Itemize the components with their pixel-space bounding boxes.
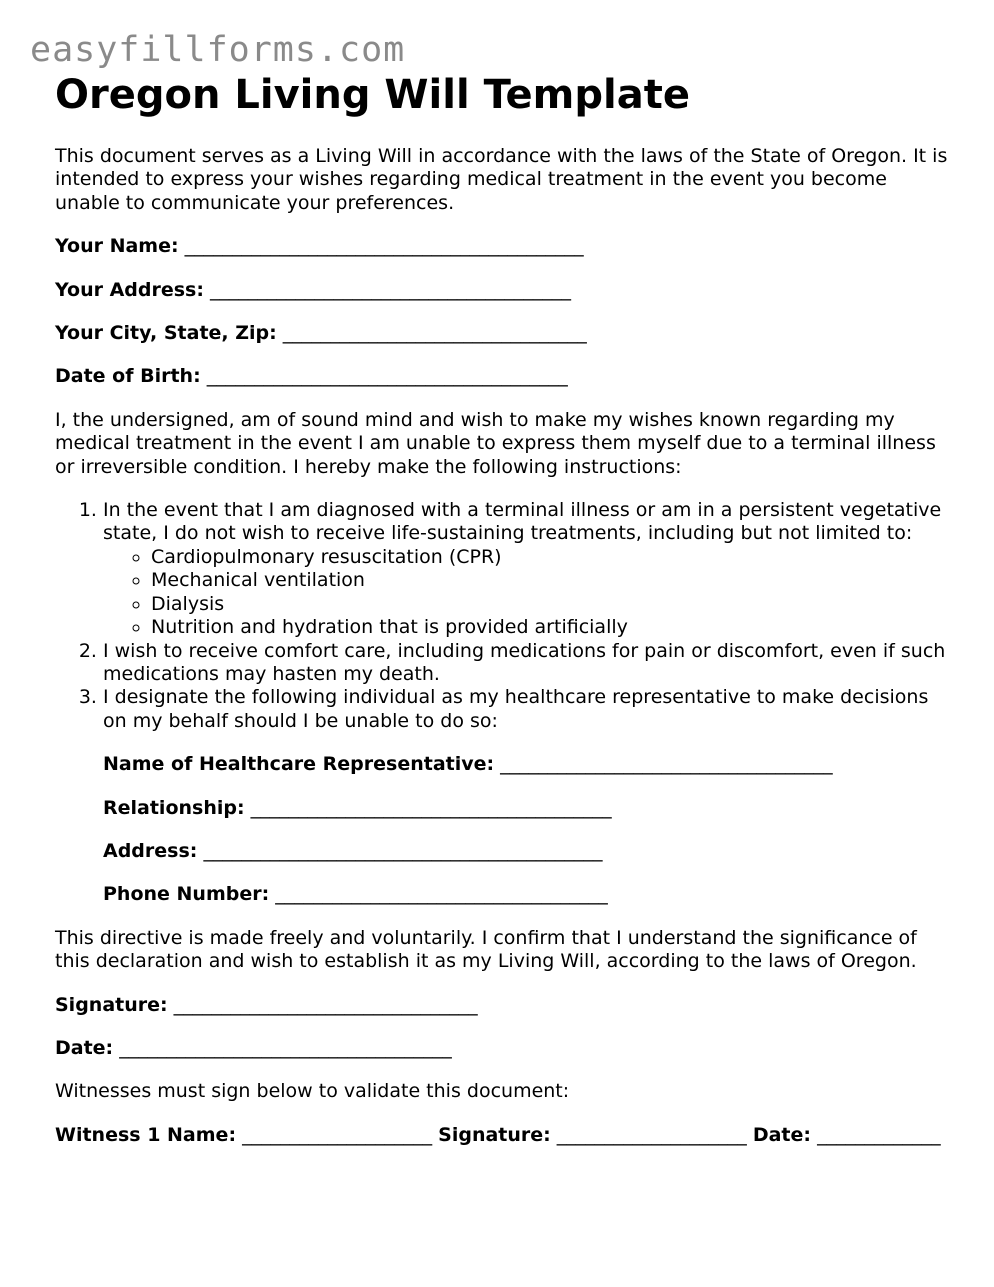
- city-state-zip-blank[interactable]: ________________________________: [282, 322, 587, 345]
- date-field[interactable]: [55, 1037, 950, 1060]
- instruction-3-text: I designate the following individual as my healthcare representative to make decisions on my behalf should I be unable to do so:: [103, 686, 929, 732]
- date-of-birth-blank[interactable]: ______________________________________: [206, 365, 568, 388]
- instruction-2-text: I wish to receive comfort care, including medications for pain or discomfort, even if such medications may hasten my death.: [103, 639, 946, 685]
- witness-1-signature-blank[interactable]: ____________________: [556, 1123, 747, 1146]
- signature-blank[interactable]: ________________________________: [173, 993, 478, 1016]
- address-field[interactable]: [55, 279, 950, 302]
- city-state-zip-field[interactable]: [55, 322, 950, 345]
- witness-1-name-blank[interactable]: ____________________: [242, 1123, 433, 1146]
- date-of-birth-label: Date of Birth:: [55, 365, 201, 388]
- witness-1-name-label: Witness 1 Name:: [55, 1123, 237, 1146]
- representative-name-label: Name of Healthcare Representative:: [103, 753, 495, 776]
- declaration-paragraph: I, the undersigned, am of sound mind and wish to make my wishes known regarding my medical treatment in the event I am unable to express them myself due to a terminal illness or irreversible condition. I hereby make the following instructions:: [55, 408, 936, 478]
- phone-number-blank[interactable]: ___________________________________: [275, 883, 608, 906]
- instruction-item-1: [103, 499, 950, 639]
- intro-paragraph: This document serves as a Living Will in accordance with the laws of the State of Oregon. It is intended to express your wishes regarding medical treatment in the event you become unable to communicate your preferences.: [55, 145, 948, 214]
- date-of-birth-field[interactable]: [55, 365, 950, 388]
- signature-label: Signature:: [55, 993, 168, 1016]
- representative-address-blank[interactable]: __________________________________________: [203, 839, 603, 862]
- witness-note: Witnesses must sign below to validate this document:: [55, 1080, 570, 1103]
- witness-1-signature-label: Signature:: [438, 1123, 551, 1146]
- treatment-item: ◦ Cardiopulmonary resuscitation (CPR): [151, 546, 950, 569]
- date-label: Date:: [55, 1036, 114, 1059]
- relationship-label: Relationship:: [103, 796, 245, 819]
- representative-name-blank[interactable]: ___________________________________: [500, 753, 833, 776]
- relationship-field[interactable]: [103, 797, 950, 820]
- site-watermark: easyfillforms.com: [30, 30, 406, 70]
- witness-1-row[interactable]: [55, 1124, 950, 1147]
- address-blank[interactable]: ______________________________________: [210, 278, 572, 301]
- instruction-item-3: [103, 686, 950, 906]
- address-label: Your Address:: [55, 278, 204, 301]
- instruction-item-2: [103, 640, 950, 687]
- treatments-list: [103, 546, 950, 640]
- name-field[interactable]: [55, 235, 950, 258]
- name-blank[interactable]: __________________________________________: [184, 235, 584, 258]
- closing-paragraph: This directive is made freely and voluntarily. I confirm that I understand the significance of this declaration and wish to establish it as my Living Will, according to the laws of Oregon.: [55, 926, 917, 973]
- treatment-item: ◦ Nutrition and hydration that is provided artificially: [151, 616, 950, 639]
- signature-field[interactable]: [55, 994, 950, 1017]
- relationship-blank[interactable]: ______________________________________: [250, 796, 612, 819]
- phone-number-field[interactable]: [103, 883, 950, 906]
- representative-name-field[interactable]: [103, 753, 950, 776]
- name-label: Your Name:: [55, 235, 179, 258]
- treatment-item: ◦ Dialysis: [151, 593, 950, 616]
- instructions-list: [55, 499, 950, 907]
- treatment-item: ◦ Mechanical ventilation: [151, 569, 950, 592]
- representative-address-field[interactable]: [103, 840, 950, 863]
- instruction-1-text: In the event that I am diagnosed with a terminal illness or am in a persistent vegetative state, I do not wish to receive life-sustaining treatments, including but not limited to:: [103, 499, 942, 545]
- phone-number-label: Phone Number:: [103, 883, 270, 906]
- witness-1-date-blank[interactable]: _____________: [817, 1123, 941, 1146]
- document-page: [55, 70, 950, 1147]
- witness-1-date-label: Date:: [752, 1123, 812, 1146]
- document-title: Oregon Living Will Template: [55, 72, 690, 118]
- date-blank[interactable]: ___________________________________: [119, 1036, 452, 1059]
- representative-address-label: Address:: [103, 839, 198, 862]
- city-state-zip-label: Your City, State, Zip:: [55, 322, 277, 345]
